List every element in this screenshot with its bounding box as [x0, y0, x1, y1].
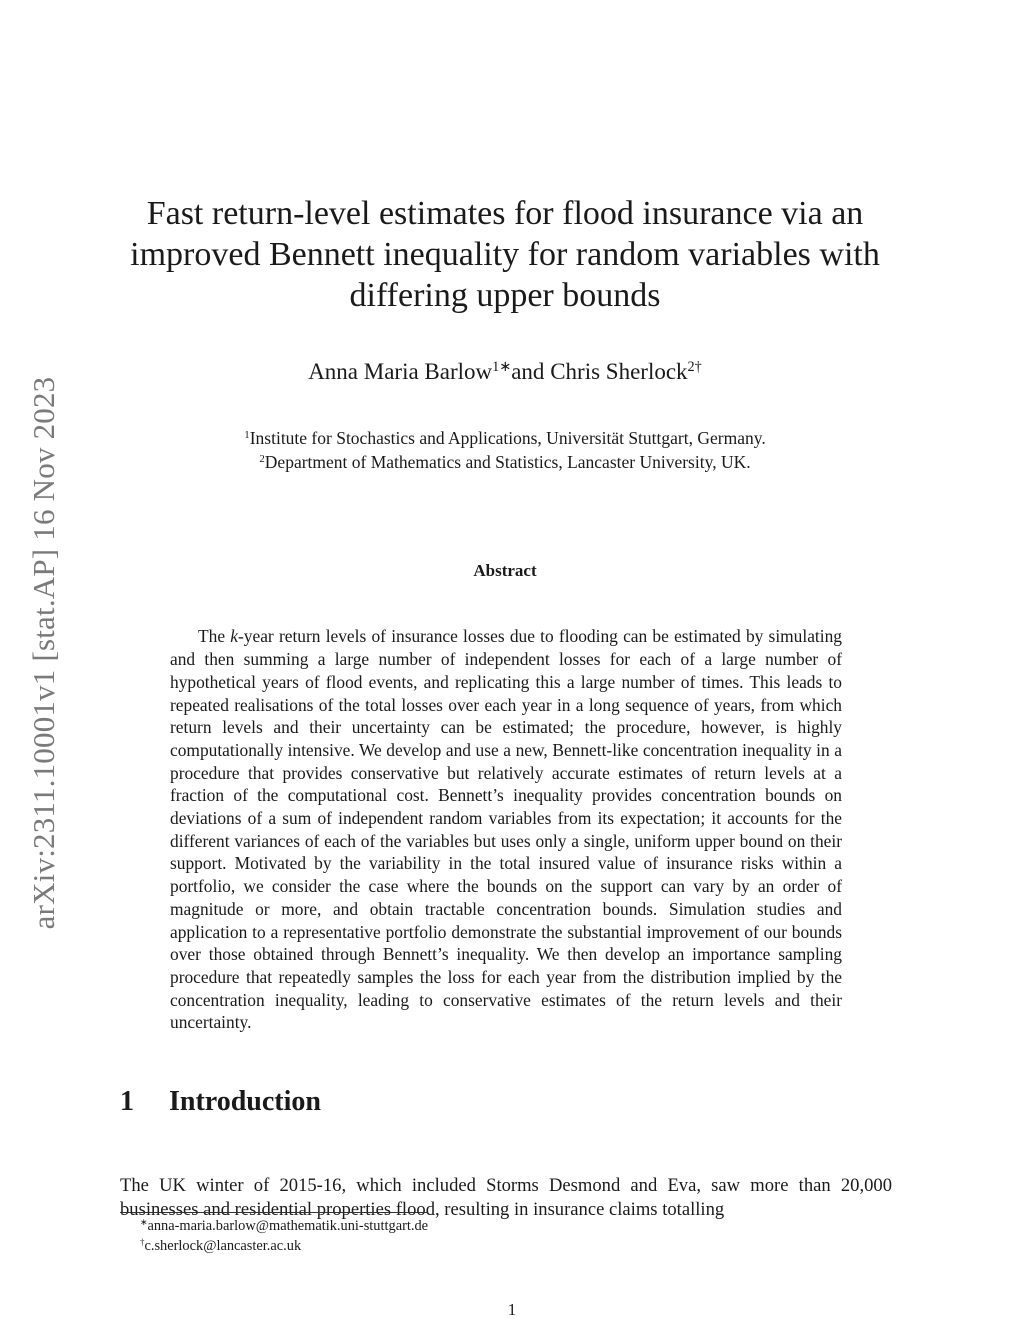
- footnote-divider: [120, 1212, 428, 1213]
- footnote: [140, 1236, 428, 1256]
- affiliation-line: [100, 450, 910, 474]
- author-affiliation-mark: 1∗: [492, 359, 512, 376]
- abstract-lead: The: [198, 626, 231, 647]
- abstract-heading: Abstract: [473, 561, 537, 580]
- footnote-email: c.sherlock@lancaster.ac.uk: [144, 1238, 302, 1254]
- footnote: [140, 1216, 428, 1236]
- author-affiliation-mark: 2†: [687, 359, 702, 376]
- section-heading: [120, 1086, 321, 1118]
- affiliation-text: Department of Mathematics and Statistics, Lancaster University, UK.: [264, 452, 751, 472]
- affiliation-line: [100, 426, 910, 450]
- introduction-paragraph: The UK winter of 2015-16, which included Storms Desmond and Eva, saw more than 20,000 businesses and residential properties flood, resulting in insurance claims totalling: [120, 1174, 892, 1220]
- section-number: 1: [120, 1086, 134, 1117]
- abstract-body-text: -year return levels of insurance losses due to flooding can be estimated by simulating and then summing a large number of independent losses for each of a large number of hypothetical years of flood events, and replicating this a large number of times. This leads to repeated realisations of the total losses over each year in a long sequence of years, from which return levels and their uncertainty can be estimated; the procedure, however, is highly computationally intensive. We develop and use a new, Bennett-like concentration inequality in a procedure that provides conservative but relatively accurate estimates of return levels at a fraction of the computational cost. Bennett’s inequality provides concentration bounds on deviations of a sum of independent random variables from its expectation; it accounts for the different variances of each of the variables but uses only a single, uniform upper bound on their support. Motivated by the variability in the total insured value of insurance risks within a portfolio, we consider the case where the bounds on the support can vary by an order of magnitude or more, and obtain tractable concentration bounds. Simulation studies and application to a representative portfolio demonstrate the substantial improvement of our bounds over those obtained through Bennett’s inequality. We then develop an importance sampling procedure that repeatedly samples the loss for each year from the distribution implied by the concentration inequality, leading to conservative estimates of the return levels and their uncertainty.: [170, 626, 842, 1033]
- arxiv-identifier-stamp: [24, 348, 64, 958]
- footnote-email: anna-maria.barlow@mathematik.uni-stuttgart.de: [147, 1218, 429, 1234]
- footnote-mark: †: [140, 1237, 145, 1248]
- footnote-list: [140, 1216, 428, 1256]
- affiliation-text: Institute for Stochastics and Applications, Universität Stuttgart, Germany.: [249, 428, 766, 448]
- affiliation-list: [100, 426, 910, 474]
- arxiv-identifier-text: arXiv:2311.10001v1 [stat.AP] 16 Nov 2023: [26, 376, 61, 930]
- section-title: Introduction: [169, 1086, 321, 1117]
- author-name: Anna Maria Barlow: [308, 359, 493, 384]
- author-connector: and: [511, 359, 551, 384]
- author-list: [100, 358, 910, 386]
- affiliation-mark: 1: [244, 429, 250, 442]
- paper-title: Fast return-level estimates for flood insurance via an improved Bennett inequality for random variables with differing upper bounds: [130, 195, 880, 314]
- abstract-variable-k: k: [230, 626, 238, 647]
- author-name: Chris Sherlock: [550, 359, 688, 384]
- abstract-text: [170, 625, 842, 1034]
- page-number: 1: [507, 1300, 517, 1319]
- affiliation-mark: 2: [259, 453, 265, 466]
- footnote-mark: ∗: [140, 1217, 148, 1228]
